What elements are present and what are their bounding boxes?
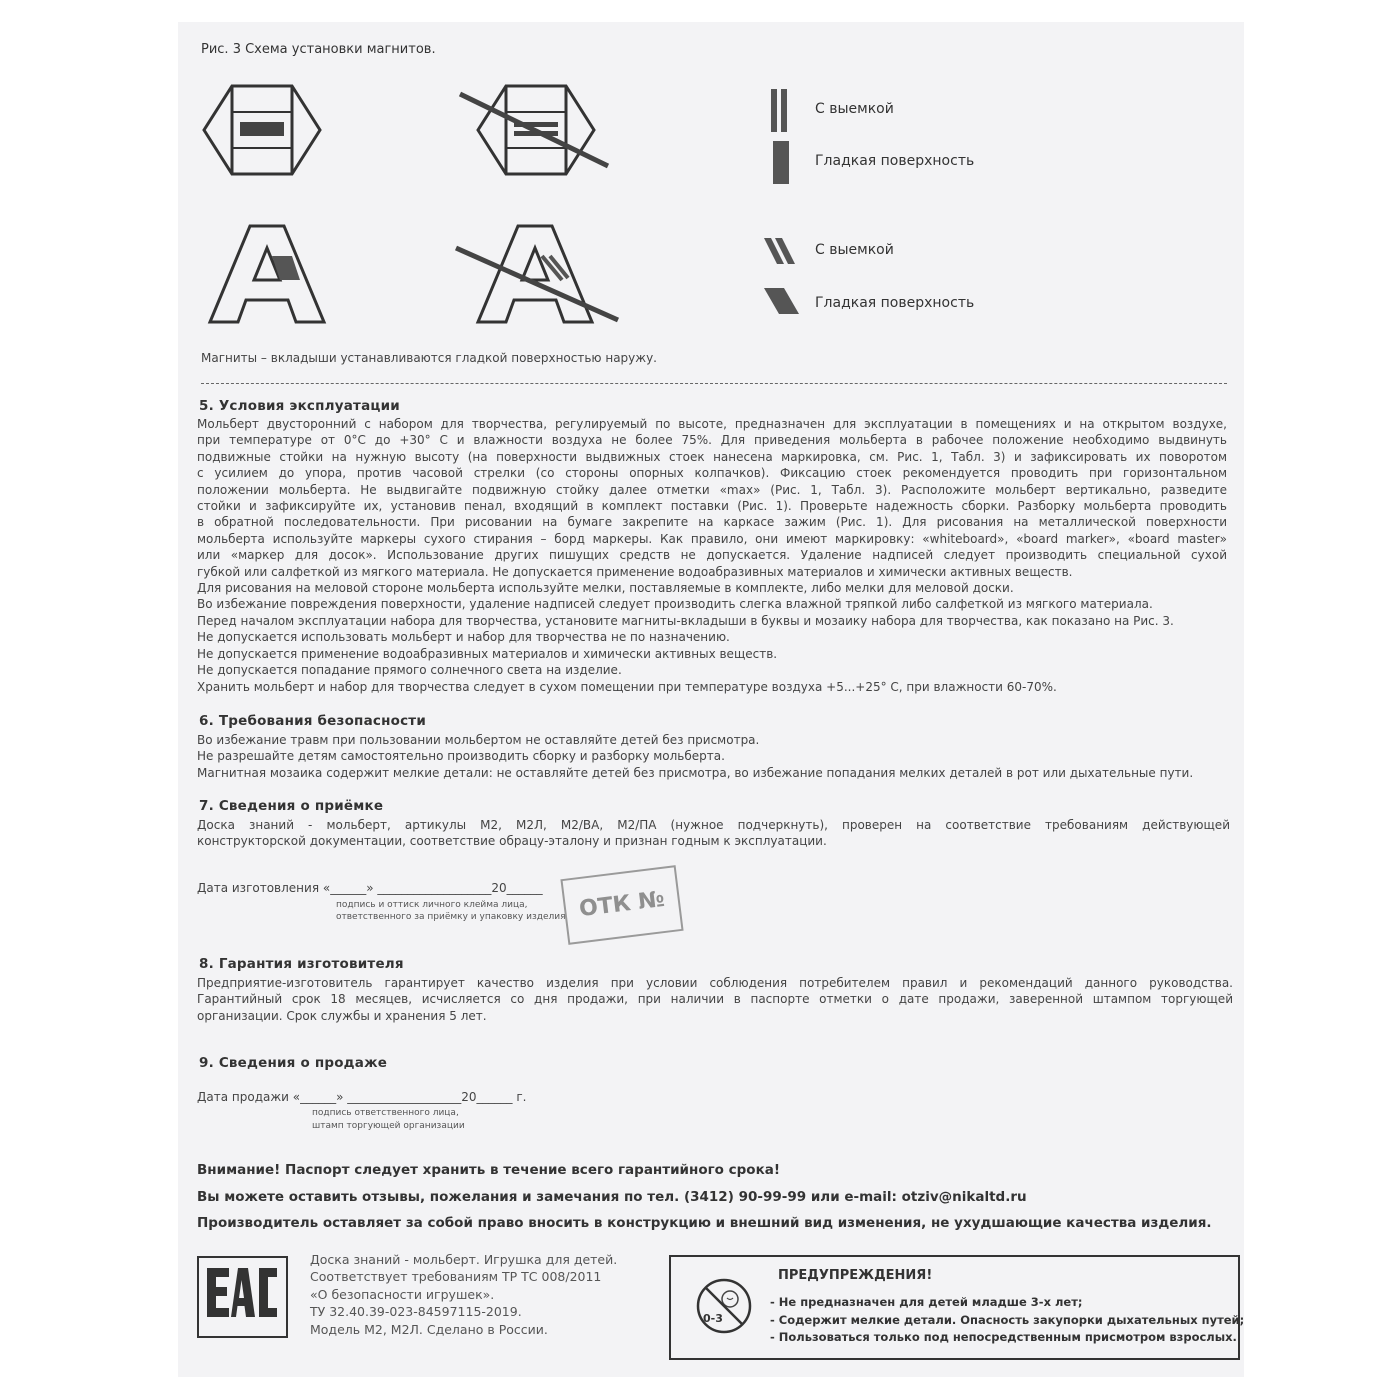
text-line: Не разрешайте детям самостоятельно производить сборку и разборку мольберта.	[197, 749, 725, 764]
groove-magnet-mark	[771, 89, 777, 132]
manufacture-date-field: Дата изготовления «______» ___________________20______	[197, 881, 543, 895]
product-info-line: Доска знаний - мольберт. Игрушка для детей.	[310, 1252, 618, 1267]
section-8-body	[197, 975, 1233, 1024]
eac-logo	[197, 1256, 288, 1338]
dashed-divider	[201, 383, 1227, 384]
sign-caption: штамп торгующей организации	[312, 1121, 465, 1131]
text-line: подвижные стойки на нужную высоту (на поверхности выдвижных стоек нанесена маркировка, см. Рис. 1, Табл. 3) и зафиксировать их поворотом	[197, 449, 1227, 464]
product-info-line: Модель М2, М2Л. Сделано в России.	[310, 1321, 548, 1337]
text-line: Во избежание повреждения поверхности, удаление надписей следует производить слегка влажной тряпкой либо салфеткой из мягкого материала.	[197, 597, 1153, 612]
legend-groove-label-2: С выемкой	[815, 242, 894, 258]
warning-list	[770, 1294, 1244, 1347]
notice-manufacturer-rights: Производитель оставляет за собой право вносить в конструкцию и внешний вид изменения, не ухудшающие качества изделия.	[197, 1215, 1212, 1231]
hexagon-incorrect-icon	[458, 82, 616, 182]
letter-a-incorrect-icon	[452, 222, 622, 326]
warning-item: - Пользоваться только под непосредственным присмотром взрослых.	[770, 1330, 1237, 1344]
text-line: Перед началом эксплуатации набора для творчества, установите магниты-вкладыши в буквы и мозаику набора для творчества, как показано на Рис. 3.	[197, 613, 1174, 628]
groove-angled-mark	[762, 236, 802, 266]
text-line: Не допускается применение водоабразивных материалов и химически активных веществ.	[197, 646, 778, 661]
text-line: или «маркер для досок». Использование других пишущих средств не допускается. Удаление надписей следует производить специальной сухой	[197, 548, 1227, 563]
text-line: Магнитная мозаика содержит мелкие детали: не оставляйте детей без присмотра, во избежание попадания мелких деталей в рот или дыхательные пути.	[197, 765, 1194, 780]
otk-stamp: ОТК №	[560, 865, 683, 945]
legend-smooth-label-2: Гладкая поверхность	[815, 295, 975, 311]
product-info-line: ТУ 32.40.39-023-84597115-2019.	[310, 1304, 522, 1320]
text-line: положении мольберта. Не выдвигайте подвижную стойку далее отметки «max» (Рис. 1, Табл. 3). Расположите мольберт вертикально, разведите	[197, 482, 1227, 497]
text-line: мольберта используйте маркеры сухого стирания – борд маркеры. Как правило, они имеют маркировку: «whiteboard», «board marker», «board master»	[197, 531, 1227, 546]
sign-caption: подпись ответственного лица,	[312, 1108, 459, 1118]
figure-note: Магниты – вкладыши устанавливаются гладкой поверхностью наружу.	[201, 351, 657, 365]
product-info-line: «О безопасности игрушек».	[310, 1286, 495, 1302]
section-6-body	[197, 732, 1237, 781]
warning-title: ПРЕДУПРЕЖДЕНИЯ!	[778, 1268, 933, 1283]
text-line: в обратной последовательности. При рисовании на бумаге закрепите на каркасе зажим (Рис. 1). Для рисования на металлической поверхности	[197, 515, 1227, 530]
text-line: Мольберт двусторонний с набором для творчества, регулируемый по высоте, предназначен для эксплуатации в помещениях и на открытом воздухе,	[197, 417, 1227, 431]
groove-magnet-mark	[781, 89, 787, 132]
section-5-title: 5. Условия эксплуатации	[199, 398, 400, 414]
figure-caption: Рис. 3 Схема установки магнитов.	[201, 42, 436, 57]
text-line: Во избежание травм при пользовании мольбертом не оставляйте детей без присмотра.	[197, 733, 760, 747]
section-7-body	[197, 817, 1230, 850]
age-label: 0-3	[703, 1312, 723, 1325]
product-info-line: Соответствует требованиям ТР ТС 008/2011	[310, 1269, 602, 1285]
product-info	[310, 1251, 617, 1338]
legend-smooth-label: Гладкая поверхность	[815, 153, 975, 169]
sale-date-field: Дата продажи «______» ___________________20______ г.	[197, 1090, 527, 1104]
text-line: Доска знаний - мольберт, артикулы М2, М2Л, М2/ВА, М2/ПА (нужное подчеркнуть), проверен на соответствие требованиям действующей	[197, 818, 1230, 832]
warning-item: - Содержит мелкие детали. Опасность закупорки дыхательных путей;	[770, 1312, 1245, 1327]
section-6-title: 6. Требования безопасности	[199, 713, 426, 729]
sign-caption: ответственного за приёмку и упаковку изделия	[336, 912, 566, 922]
sign-caption: подпись и оттиск личного клейма лица,	[336, 900, 528, 910]
letter-a-correct-icon	[204, 222, 330, 326]
warning-item: - Не предназначен для детей младше 3-х лет;	[770, 1295, 1083, 1309]
age-restriction-icon	[694, 1276, 754, 1336]
text-line: Не допускается попадание прямого солнечного света на изделие.	[197, 663, 622, 678]
notice-feedback: Вы можете оставить отзывы, пожелания и замечания по тел. (3412) 90-99-99 или e-mail: otziv@nikaltd.ru	[197, 1189, 1027, 1205]
legend-groove-label: С выемкой	[815, 101, 894, 117]
text-line: Предприятие-изготовитель гарантирует качество изделия при условии соблюдения потребителем правил и рекомендаций данного руководства.	[197, 976, 1233, 990]
text-line: с усилием до упора, против часовой стрелки (со стороны опорных колпачков). Фиксацию стоек рекомендуется проводить при горизонтальном	[197, 466, 1227, 481]
text-line: губкой или салфеткой из мягкого материала. Не допускается применение водоабразивных материалов и химически активных веществ.	[197, 564, 1073, 579]
text-line: конструкторской документации, соответствие обрацу-эталону и признан годным к эксплуатации.	[197, 834, 827, 849]
text-line: Гарантийный срок 18 месяцев, исчисляется со дня продажи, при наличии в паспорте отметки о дате продажи, заверенной штампом торгующей	[197, 992, 1233, 1007]
section-7-title: 7. Сведения о приёмке	[199, 798, 384, 814]
text-line: Не допускается использовать мольберт и набор для творчества не по назначению.	[197, 630, 730, 645]
section-5-body	[197, 416, 1227, 695]
smooth-magnet-mark	[773, 141, 789, 184]
notice-keep-passport: Внимание! Паспорт следует хранить в течение всего гарантийного срока!	[197, 1162, 781, 1178]
section-9-title: 9. Сведения о продаже	[199, 1055, 388, 1071]
warning-box	[669, 1255, 1245, 1360]
text-line: при температуре от 0°C до +30° C и влажности воздуха не более 75%. Для приведения мольберта в рабочее положение необходимо выдвинуть	[197, 433, 1227, 448]
hexagon-correct-icon	[200, 82, 324, 178]
text-line: Для рисования на меловой стороне мольберта используйте мелки, поставляемые в комплекте, либо мелки для меловой доски.	[197, 581, 1014, 596]
text-line: организации. Срок службы и хранения 5 лет.	[197, 1008, 487, 1023]
text-line: Хранить мольберт и набор для творчества следует в сухом помещении при температуре воздуха +5...+25° C, при влажности 60-70%.	[197, 679, 1057, 694]
section-8-title: 8. Гарантия изготовителя	[199, 956, 404, 972]
text-line: стойки и зафиксируйте их, установив пенал, входящий в комплект поставки (Рис. 1). Проверьте надежность сборки. Разборку мольберта проводить	[197, 499, 1227, 514]
smooth-angled-mark	[762, 286, 802, 316]
